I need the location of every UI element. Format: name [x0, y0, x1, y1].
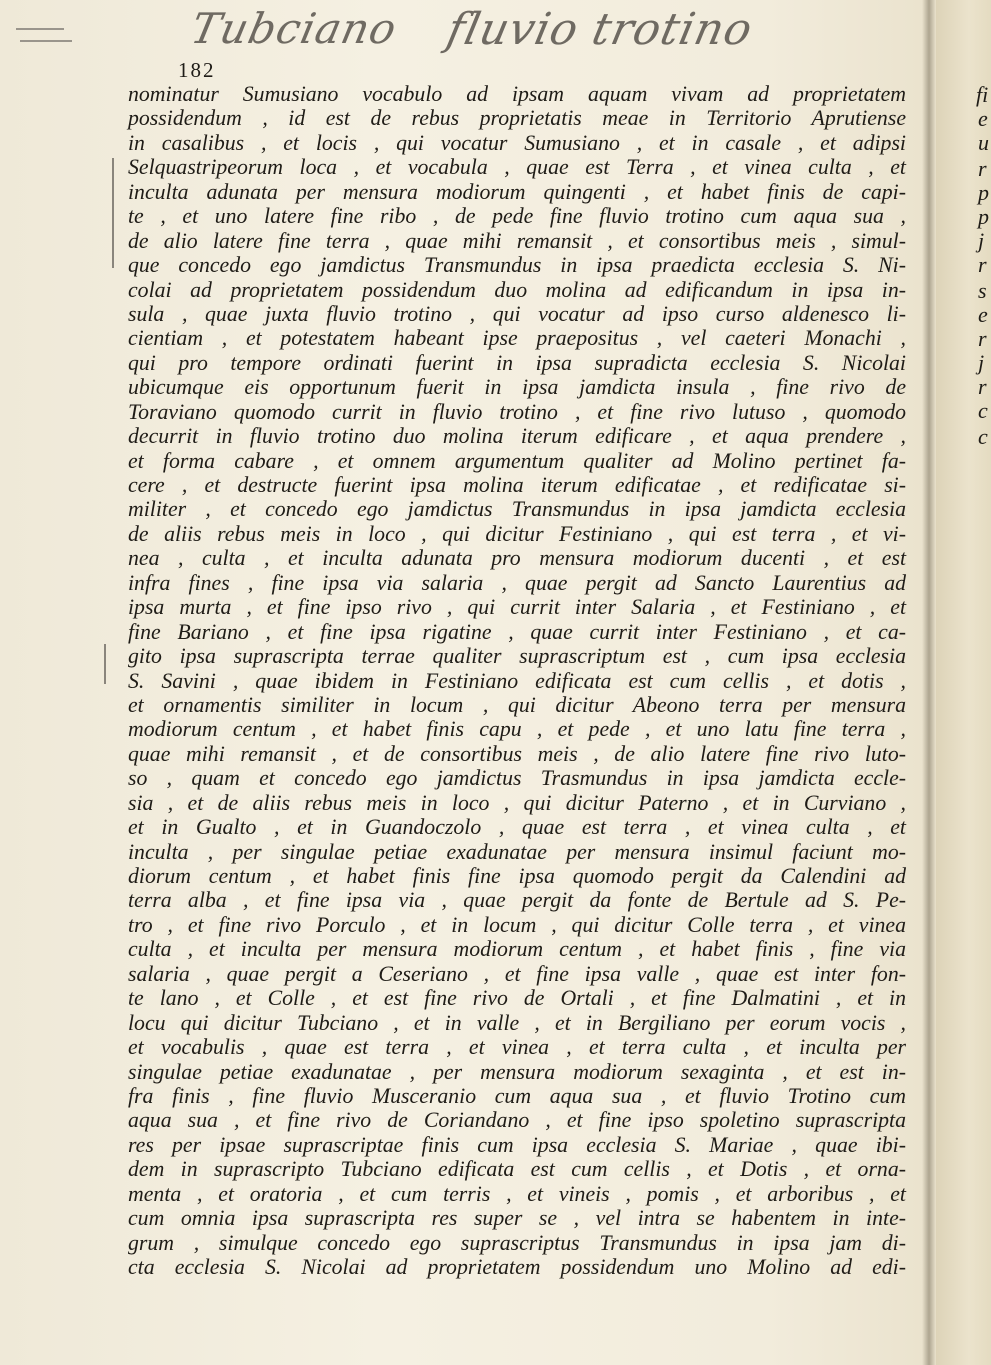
facing-page-fragment: r: [978, 326, 987, 351]
margin-scribble: [16, 28, 72, 52]
facing-page-fragment: c: [978, 398, 988, 423]
text-line: modiorum centum , et habet finis capu , et pede , et uno latu fine terra ,: [128, 717, 906, 742]
text-line: de aliis rebus meis in loco , qui dicitur Festiniano , qui est terra , et vi-: [128, 521, 906, 546]
text-line: gito ipsa suprascripta terrae qualiter suprascriptum est , cum ipsa ecclesia: [128, 644, 906, 669]
facing-page-fragment: r: [978, 156, 987, 181]
text-line: culta , et inculta per mensura modiorum centum , et habet finis , fine via: [128, 937, 906, 962]
text-line: ipsa murta , et fine ipso rivo , qui currit inter Salaria , et Festiniano , et: [128, 595, 906, 620]
text-line: tro , et fine rivo Porculo , et in locum , qui dicitur Colle terra , et vinea: [128, 912, 906, 937]
margin-pencil-line: [104, 644, 106, 684]
text-line: de alio latere fine terra , quae mihi remansit , et consortibus meis , simul-: [128, 228, 906, 253]
facing-page-fragment: u: [978, 130, 989, 155]
facing-page-fragment: fi: [976, 82, 989, 107]
text-line: salaria , quae pergit a Ceseriano , et fine ipsa valle , quae est inter fon-: [128, 961, 906, 986]
text-line: et ornamentis similiter in locum , qui dicitur Abeono terra per mensura: [128, 692, 906, 717]
text-line: que concedo ego jamdictus Transmundus in ipsa praedicta ecclesia S. Ni-: [128, 253, 906, 278]
text-line: infra fines , fine ipsa via salaria , quae pergit ad Sancto Laurentius ad: [128, 570, 906, 595]
page-number: 182: [178, 58, 216, 82]
facing-page-fragment: j: [978, 228, 985, 253]
text-line: cta ecclesia S. Nicolai ad proprietatem possidendum uno Molino ad edi-: [128, 1255, 906, 1279]
text-line: inculta , per singulae petiae exadunatae per mensura insimul faciunt mo-: [128, 839, 906, 864]
book-gutter: [922, 0, 936, 1365]
text-line: fine Bariano , et fine ipsa rigatine , quae currit inter Festiniano , et ca-: [128, 619, 906, 644]
text-line: sula , quae juxta fluvio trotino , qui vocatur ad ipso curso aldenesco li-: [128, 301, 906, 326]
text-line: dem in suprascripto Tubciano edificata est cum cellis , et Dotis , et orna-: [128, 1157, 906, 1182]
text-line: in casalibus , et locis , qui vocatur Sumusiano , et in casale , et adipsi: [128, 130, 906, 155]
text-line: et vocabulis , quae est terra , et vinea , et terra culta , et inculta per: [128, 1035, 906, 1060]
body-text: [128, 82, 906, 1279]
text-line: sia , et de aliis rebus meis in loco , qui dicitur Paterno , et in Curviano ,: [128, 790, 906, 815]
text-line: Selquastripeorum loca , et vocabula , quae est Terra , et vinea culta , et: [128, 155, 906, 180]
facing-page-fragment: e: [978, 302, 988, 327]
text-line: locu qui dicitur Tubciano , et in valle , et in Bergiliano per eorum vocis ,: [128, 1010, 906, 1035]
text-line: quae mihi remansit , et de consortibus meis , de alio latere fine rivo luto-: [128, 741, 906, 766]
text-line: te lano , et Colle , et est fine rivo de Ortali , et fine Dalmatini , et in: [128, 986, 906, 1011]
text-line: terra alba , et fine ipsa via , quae pergit da fonte de Bertule ad S. Pe-: [128, 888, 906, 913]
text-line: cere , et destructe fuerint ipsa molina iterum edificatae , et redificatae si-: [128, 473, 906, 497]
text-line: fra finis , fine fluvio Musceranio cum aqua sua , et fluvio Trotino cum: [128, 1083, 906, 1108]
text-line: diorum centum , et habet finis fine ipsa quomodo pergit da Calendini ad: [128, 864, 906, 888]
text-line: singulae petiae exadunatae , per mensura modiorum sexaginta , et est in-: [128, 1059, 906, 1084]
text-line: colai ad proprietatem possidendum duo molina ad edificandum in ipsa in-: [128, 277, 906, 302]
text-line: decurrit in fluvio trotino duo molina iterum edificare , et aqua prendere ,: [128, 424, 906, 449]
text-line: Toraviano quomodo currit in fluvio trotino , et fine rivo lutuso , quomodo: [128, 399, 906, 424]
text-line: so , quam et concedo ego jamdictus Trasmundus in ipsa jamdicta eccle-: [128, 766, 906, 791]
text-line: cientiam , et potestatem habeant ipse praepositus , vel caeteri Monachi ,: [128, 326, 906, 351]
margin-pencil-line: [112, 158, 114, 268]
text-line: grum , simulque concedo ego suprascriptus Transmundus in ipsa jam di-: [128, 1230, 906, 1255]
facing-page-edge: [936, 0, 991, 1365]
text-line: inculta adunata per mensura modiorum quingenti , et habet finis de capi-: [128, 179, 906, 204]
text-line: et forma cabare , et omnem argumentum qualiter ad Molino pertinet fa-: [128, 448, 906, 473]
facing-page-fragment: e: [978, 106, 988, 131]
handwritten-annotation-right: fluvio trotino: [442, 4, 758, 55]
handwritten-annotation-left: Tubciano: [186, 4, 402, 53]
text-line: te , et uno latere fine ribo , de pede fine fluvio trotino cum aqua sua ,: [128, 204, 906, 229]
text-line: qui pro tempore ordinati fuerint in ipsa supradicta ecclesia S. Nicolai: [128, 350, 906, 375]
text-line: militer , et concedo ego jamdictus Transmundus in ipsa jamdicta ecclesia: [128, 497, 906, 522]
text-line: aqua sua , et fine rivo de Coriandano , et fine ipso spoletino suprascripta: [128, 1108, 906, 1133]
text-line: nea , culta , et inculta adunata pro mensura modiorum ducenti , et est: [128, 546, 906, 571]
text-line: nominatur Sumusiano vocabulo ad ipsam aquam vivam ad proprietatem: [128, 82, 906, 106]
text-line: et in Gualto , et in Guandoczolo , quae est terra , et vinea culta , et: [128, 815, 906, 840]
facing-page-fragment: r: [978, 374, 987, 399]
text-line: cum omnia ipsa suprascripta res super se , vel intra se habentem in inte-: [128, 1206, 906, 1231]
facing-page-fragment: r: [978, 252, 987, 277]
facing-page-fragment: j: [978, 350, 985, 375]
text-line: possidendum , id est de rebus proprietatis meae in Territorio Aprutiense: [128, 106, 906, 131]
text-line: res per ipsae suprascriptae finis cum ipsa ecclesia S. Mariae , quae ibi-: [128, 1132, 906, 1157]
facing-page-fragment: p: [978, 180, 989, 205]
text-line: menta , et oratoria , et cum terris , et vineis , pomis , et arboribus , et: [128, 1181, 906, 1206]
text-line: S. Savini , quae ibidem in Festiniano edificata est cum cellis , et dotis ,: [128, 668, 906, 693]
facing-page-fragment: c: [978, 424, 988, 449]
facing-page-fragment: s: [978, 278, 987, 303]
text-line: ubicumque eis opportunum fuerit in ipsa jamdicta insula , fine rivo de: [128, 375, 906, 400]
facing-page-fragment: p: [978, 204, 989, 229]
